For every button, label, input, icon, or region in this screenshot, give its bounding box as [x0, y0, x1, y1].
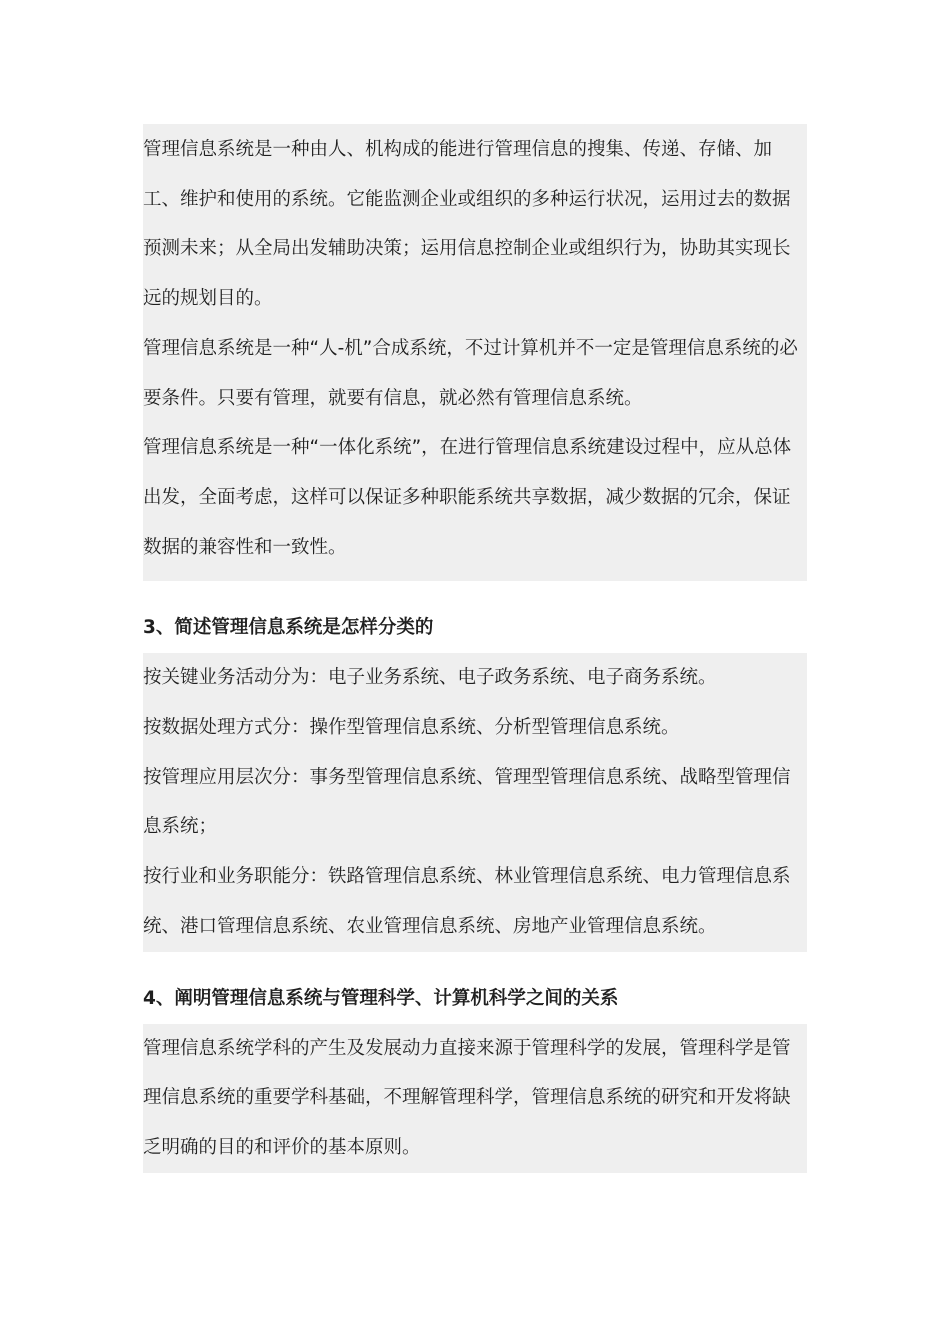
section-4-paragraph-1: 管理信息系统学科的产生及发展动力直接来源于管理科学的发展，管理科学是管理信息系统的重要学科基础，不理解管理科学，管理信息系统的研究和开发将缺乏明确的目的和评价的基本原则。 [143, 1037, 791, 1158]
section-3-heading: 3、简述管理信息系统是怎样分类的 [143, 603, 807, 653]
section-4-heading: 4、阐明管理信息系统与管理科学、计算机科学之间的关系 [143, 974, 807, 1024]
section-3-paragraph-4: 按行业和业务职能分：铁路管理信息系统、林业管理信息系统、电力管理信息系统、港口管理信息系统、农业管理信息系统、房地产业管理信息系统。 [143, 866, 791, 937]
document-content [143, 124, 807, 1173]
section-gap [143, 952, 807, 974]
intro-paragraph-2: 管理信息系统是一种“人-机”合成系统，不过计算机并不一定是管理信息系统的必要条件。只要有管理，就要有信息，就必然有管理信息系统。 [143, 337, 798, 409]
section-3-paragraph-2: 按数据处理方式分：操作型管理信息系统、分析型管理信息系统。 [143, 717, 680, 739]
section-gap [143, 581, 807, 603]
section-3-block [143, 653, 807, 951]
section-3-paragraph-3: 按管理应用层次分：事务型管理信息系统、管理型管理信息系统、战略型管理信息系统； [143, 766, 791, 838]
section-3-paragraph-1: 按关键业务活动分为：电子业务系统、电子政务系统、电子商务系统。 [143, 667, 717, 689]
intro-paragraph-1: 管理信息系统是一种由人、机构成的能进行管理信息的搜集、传递、存储、加工、维护和使用的系统。它能监测企业或组织的多种运行状况，运用过去的数据预测未来；从全局出发辅助决策；运用信息控制企业或组织行为，协助其实现长远的规划目的。 [143, 139, 791, 310]
section-4-block [143, 1024, 807, 1173]
intro-block [143, 124, 807, 581]
intro-paragraph-3: 管理信息系统是一种“一体化系统”，在进行管理信息系统建设过程中，应从总体出发，全面考虑，这样可以保证多种职能系统共享数据，减少数据的冗余，保证数据的兼容性和一致性。 [143, 437, 792, 558]
